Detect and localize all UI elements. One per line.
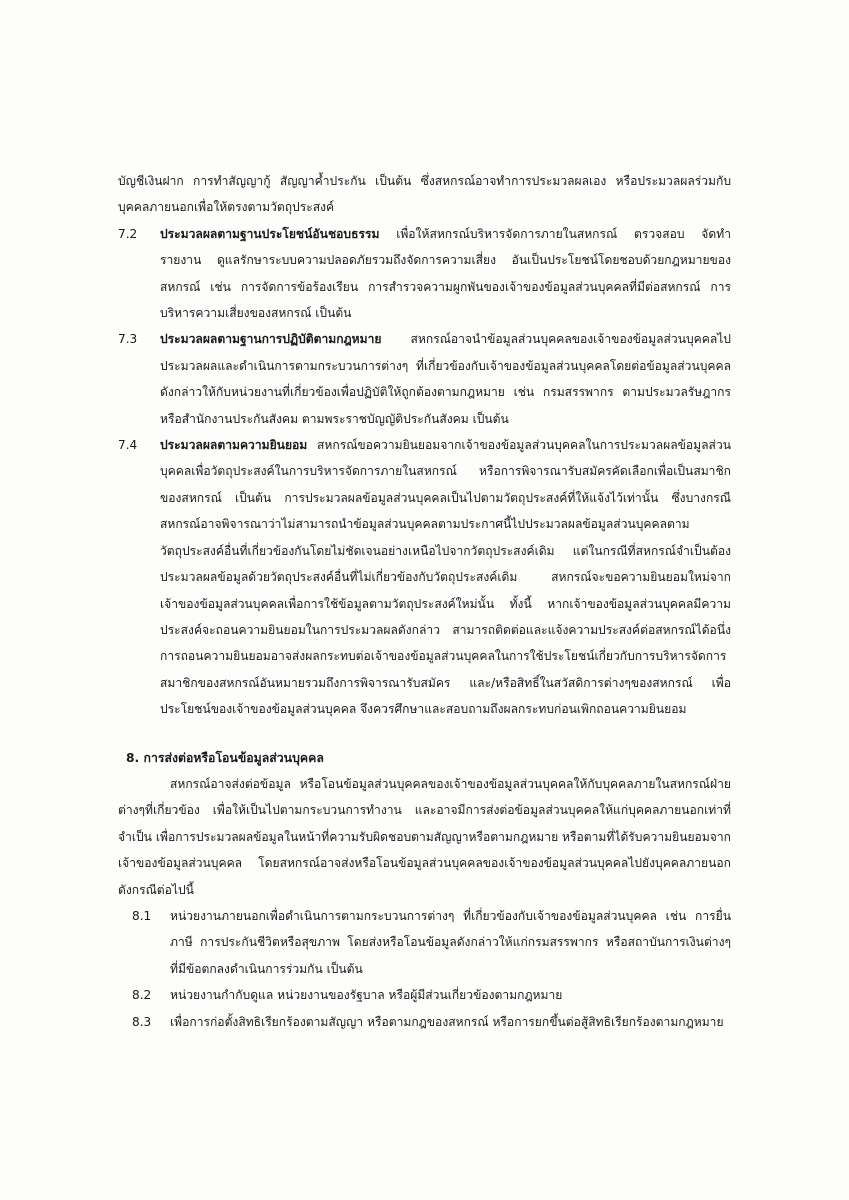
clause-number: 8.2 bbox=[132, 988, 152, 1003]
clause-title: ประมวลผลตามฐานประโยชน์อันชอบธรรม bbox=[160, 226, 380, 241]
clause-text: หน่วยงานภายนอกเพื่อดำเนินการตามกระบวนการต่างๆ ที่เกี่ยวข้องกับเจ้าของข้อมูลส่วนบุคคล เช่น การยื่นภาษี การประกันชีวิตหรือสุขภาพ โดยส่งหรือโอนข้อมูลดังกล่าวให้แก่กรมสรรพากร หรือสถาบันการเงินต่างๆ ที่มีข้อตกลงดำเนินการร่วมกัน เป็นต้น bbox=[170, 908, 731, 976]
clause-text: สหกรณ์อาจนำข้อมูลส่วนบุคคลของเจ้าของข้อมูลส่วนบุคคลไปประมวลผลและดำเนินการตามกระบวนการต่างๆ ที่เกี่ยวข้องกับเจ้าของข้อมูลส่วนบุคคลโดยต่อข้อมูลส่วนบุคคลดังกล่าวให้กับหน่วยงานที่เกี่ยวข้องเพื่อปฏิบัติให้ถูกต้องตามกฎหมาย เช่น กรมสรรพากร ตามประมวลรัษฎากร หรือสำนักงานประกันสังคม ตามพระราชบัญญัติประกันสังคม เป็นต้น bbox=[160, 332, 731, 426]
section-8-intro: สหกรณ์อาจส่งต่อข้อมูล หรือโอนข้อมูลส่วนบุคคลของเจ้าของข้อมูลส่วนบุคคลให้กับบุคคลภายในสหกรณ์ฝ่ายต่างๆที่เกี่ยวข้อง เพื่อให้เป็นไปตามกระบวนการทำงาน และอาจมีการส่งต่อข้อมูลส่วนบุคคลให้แก่บุคคลภายนอกเท่าที่จำเป็น เพื่อการประมวลผลข้อมูลในหน้าที่ความรับผิดชอบตามสัญญาหรือตามกฎหมาย หรือตามที่ได้รับความยินยอมจากเจ้าของข้อมูลส่วนบุคคล โดยสหกรณ์อาจส่งหรือโอนข้อมูลส่วนบุคคลของเจ้าของข้อมูลส่วนบุคคลไปยังบุคคลภายนอก ดังกรณีต่อไปนี้ bbox=[118, 776, 731, 897]
clause-7-4 bbox=[118, 432, 731, 722]
top-paragraph: บัญชีเงินฝาก การทำสัญญากู้ สัญญาค้ำประกัน เป็นต้น ซึ่งสหกรณ์อาจทำการประมวลผลเอง หรือประมวลผลร่วมกับบุคคลภายนอกเพื่อให้ตรงตามวัตถุประสงค์ bbox=[118, 174, 731, 215]
clause-7-2 bbox=[118, 221, 731, 327]
clause-text: เพื่อการก่อตั้งสิทธิเรียกร้องตามสัญญา หรือตามกฎของสหกรณ์ หรือการยกขึ้นต่อสู้สิทธิเรียกร้องตามกฎหมาย bbox=[170, 1014, 724, 1029]
clause-8-3 bbox=[118, 1009, 731, 1035]
clause-number: 8.3 bbox=[132, 1014, 152, 1029]
clause-number: 8.1 bbox=[132, 908, 152, 923]
section-8-heading: 8. การส่งต่อหรือโอนข้อมูลส่วนบุคคล bbox=[126, 750, 324, 765]
clause-7-3 bbox=[118, 326, 731, 432]
clause-number: 7.2 bbox=[118, 226, 138, 241]
clause-text: สหกรณ์ขอความยินยอมจากเจ้าของข้อมูลส่วนบุคคลในการประมวลผลข้อมูลส่วนบุคคลเพื่อวัตถุประสงค์ในการบริหารจัดการภายในสหกรณ์ หรือการพิจารณารับสมัครคัดเลือกเพื่อเป็นสมาชิกของสหกรณ์ เป็นต้น การประมวลผลข้อมูลส่วนบุคคลเป็นไปตามวัตถุประสงค์ที่ให้แจ้งไว้เท่านั้น ซึ่งบางกรณีสหกรณ์อาจพิจารณาว่าไม่สามารถนำข้อมูลส่วนบุคคลตามประกาศนี้ไปประมวลผลข้อมูลส่วนบุคคลตามวัตถุประสงค์อื่นที่เกี่ยวข้องกันโดยไม่ชัดเจนอย่างเหนือไปจากวัตถุประสงค์เดิม แต่ในกรณีที่สหกรณ์จำเป็นต้องประมวลผลข้อมูลด้วยวัตถุประสงค์อื่นที่ไม่เกี่ยวข้องกับวัตถุประสงค์เดิม สหกรณ์จะขอความยินยอมใหม่จากเจ้าของข้อมูลส่วนบุคคลเพื่อการใช้ข้อมูลตามวัตถุประสงค์ใหม่นั้น ทั้งนี้ หากเจ้าของข้อมูลส่วนบุคคลมีความประสงค์จะถอนความยินยอมในการประมวลผลดังกล่าว สามารถติดต่อและแจ้งความประสงค์ต่อสหกรณ์ได้อนึ่ง การถอนความยินยอมอาจส่งผลกระทบต่อเจ้าของข้อมูลส่วนบุคคลในการใช้ประโยชน์เกี่ยวกับการบริหารจัดการสมาชิกของสหกรณ์อันหมายรวมถึงการพิจารณารับสมัคร และ/หรือสิทธิ์ในสวัสดิการต่างๆของสหกรณ์ เพื่อประโยชน์ของเจ้าของข้อมูลส่วนบุคคล จึงควรศึกษาและสอบถามถึงผลกระทบก่อนเพิกถอนความยินยอม bbox=[160, 438, 731, 717]
clause-8-2 bbox=[118, 982, 731, 1008]
clause-number: 7.3 bbox=[118, 332, 138, 347]
clause-8-1 bbox=[118, 903, 731, 982]
clause-number: 7.4 bbox=[118, 438, 138, 453]
clause-title: ประมวลผลตามฐานการปฏิบัติตามกฎหมาย bbox=[160, 332, 382, 347]
document-body bbox=[118, 168, 731, 1035]
clause-text: เพื่อให้สหกรณ์บริหารจัดการภายในสหกรณ์ ตรวจสอบ จัดทำรายงาน ดูแลรักษาระบบความปลอดภัยรวมถึงจัดการความเสี่ยง อันเป็นประโยชน์โดยชอบด้วยกฎหมายของสหกรณ์ เช่น การจัดการข้อร้องเรียน การสำรวจความผูกพันของเจ้าของข้อมูลส่วนบุคคลที่มีต่อสหกรณ์ การบริหารความเสี่ยงของสหกรณ์ เป็นต้น bbox=[160, 226, 731, 321]
clause-text: หน่วยงานกำกับดูแล หน่วยงานของรัฐบาล หรือผู้มีส่วนเกี่ยวข้องตามกฎหมาย bbox=[170, 988, 563, 1003]
clause-title: ประมวลผลตามความยินยอม bbox=[160, 438, 308, 453]
